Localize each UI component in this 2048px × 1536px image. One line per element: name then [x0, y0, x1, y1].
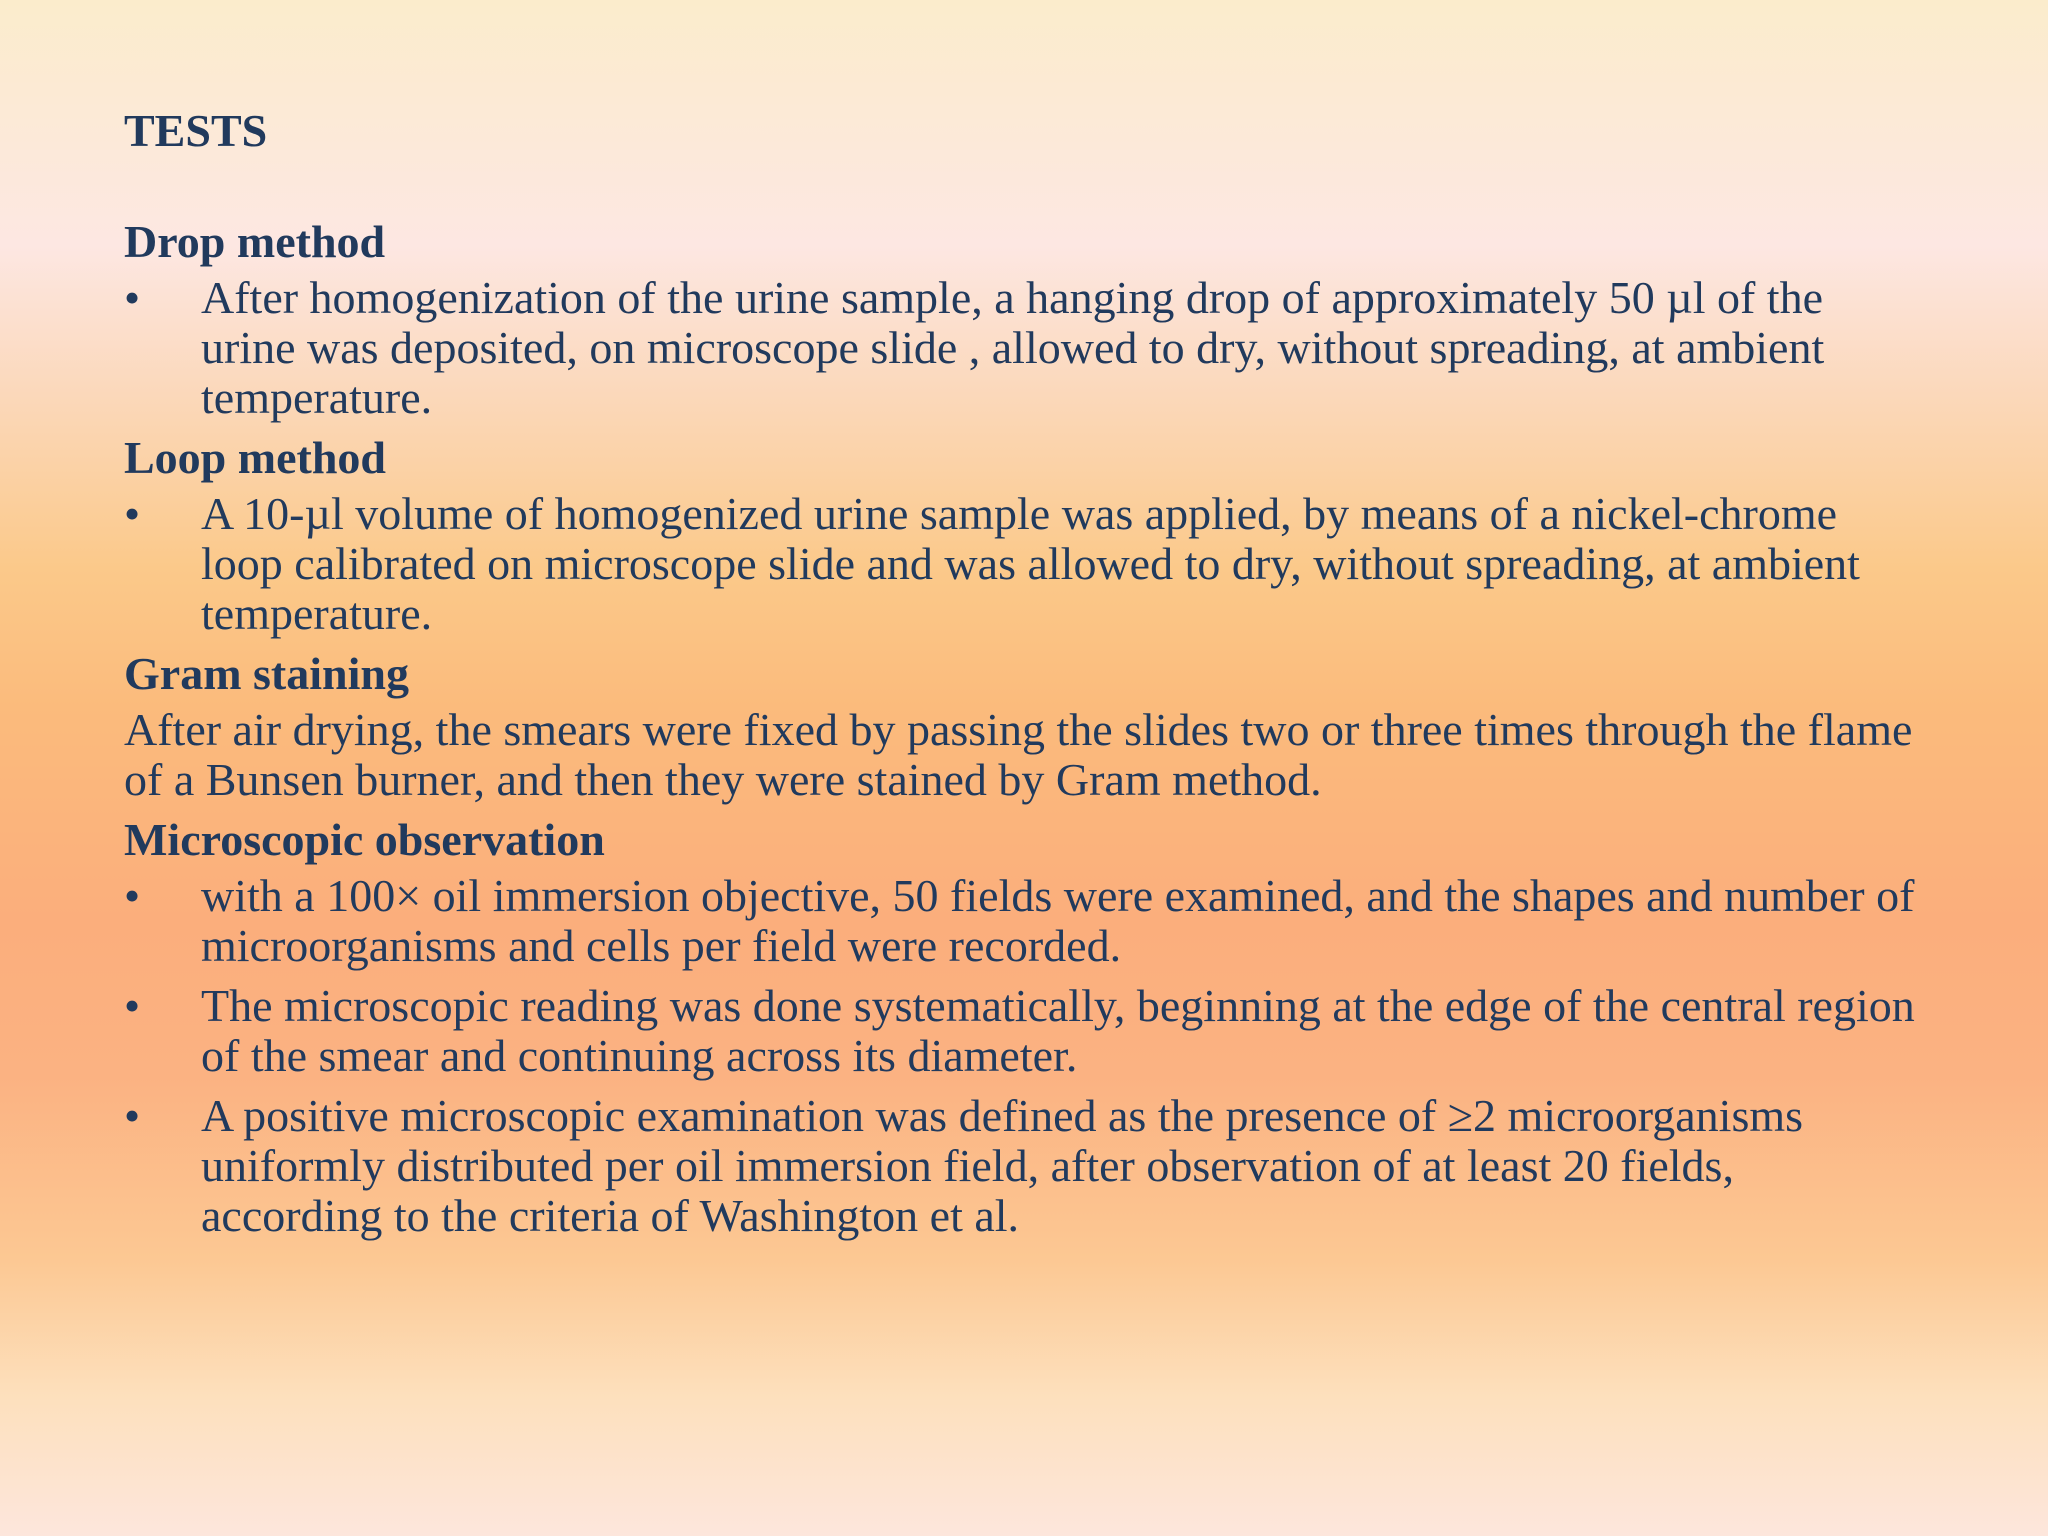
bullet-icon: • [124, 488, 141, 539]
bullet-list [124, 871, 1924, 1241]
section-heading: Microscopic observation [124, 814, 605, 865]
section-paragraph: After air drying, the smears were fixed by passing the slides two or three times through the flame of a Bunsen burner, and then they were stained by Gram method. [124, 704, 1913, 805]
bullet-icon: • [124, 870, 141, 921]
section-gram-staining [124, 649, 1924, 805]
bullet-text: with a 100× oil immersion objective, 50 fields were examined, and the shapes and number of microorganisms and cells per field were recorded. [201, 870, 1915, 971]
section-microscopic-observation [124, 815, 1924, 1241]
slide-title: TESTS [124, 105, 268, 156]
slide [124, 100, 1924, 1251]
bullet-item [124, 981, 1924, 1081]
section-heading: Drop method [124, 216, 386, 267]
section-heading: Loop method [124, 432, 386, 483]
bullet-icon: • [124, 1090, 141, 1141]
bullet-text: A positive microscopic examination was defined as the presence of ≥2 microorganisms uniformly distributed per oil immersion field, after observation of at least 20 fields, according to the criteria of Washington et al. [201, 1090, 1804, 1241]
bullet-text: The microscopic reading was done systematically, beginning at the edge of the central region of the smear and continuing across its diameter. [201, 980, 1915, 1081]
bullet-list [124, 489, 1924, 639]
bullet-list [124, 273, 1924, 423]
section-drop-method [124, 217, 1924, 423]
bullet-item [124, 273, 1924, 423]
bullet-icon: • [124, 272, 141, 323]
bullet-item [124, 489, 1924, 639]
bullet-item [124, 1091, 1924, 1241]
section-heading: Gram staining [124, 648, 409, 699]
bullet-text: A 10-µl volume of homogenized urine sample was applied, by means of a nickel-chrome loop calibrated on microscope slide and was allowed to dry, without spreading, at ambient temperature. [201, 488, 1860, 639]
bullet-text: After homogenization of the urine sample, a hanging drop of approximately 50 µl of the urine was deposited, on microscope slide , allowed to dry, without spreading, at ambient temperature. [201, 272, 1825, 423]
section-loop-method [124, 433, 1924, 639]
bullet-icon: • [124, 980, 141, 1031]
bullet-item [124, 871, 1924, 971]
